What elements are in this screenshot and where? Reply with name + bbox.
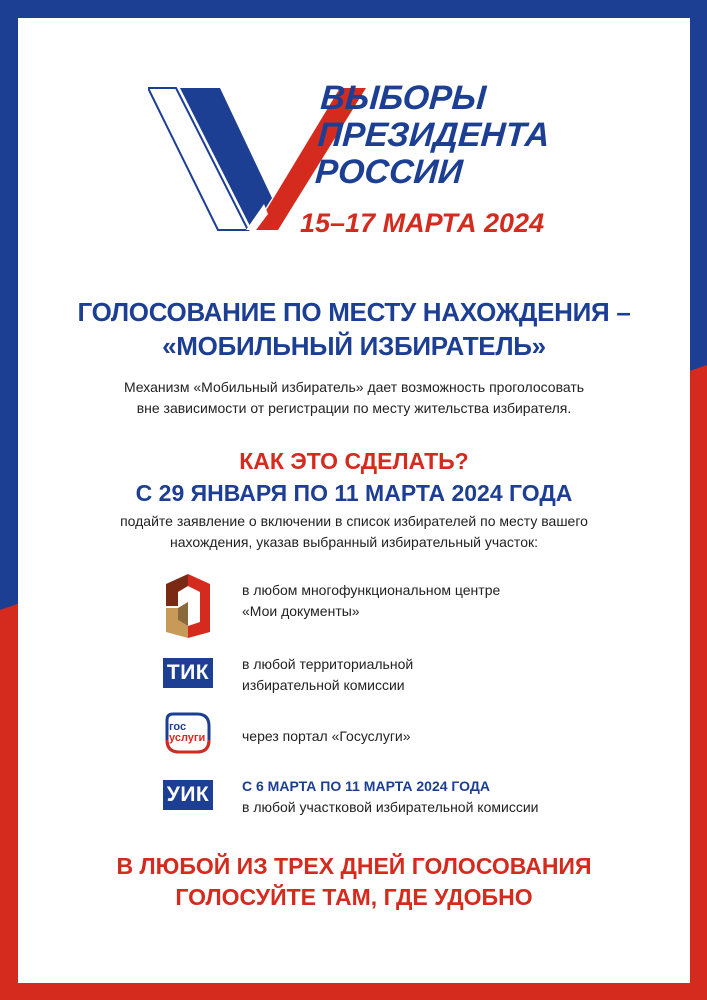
option-line: в любой территориальной (242, 656, 414, 672)
option-line: С 6 МАРТА ПО 11 МАРТА 2024 ГОДА (242, 778, 490, 794)
logo-title-line: ВЫБОРЫ (319, 79, 488, 117)
headline-line: ГОЛОСОВАНИЕ ПО МЕСТУ НАХОЖДЕНИЯ – (77, 297, 631, 327)
uik-badge: УИК (163, 780, 213, 810)
instruction-line: подайте заявление о включении в список избирателей по месту вашего (120, 513, 588, 529)
mfc-logo-icon (164, 574, 212, 638)
option-text (242, 776, 538, 818)
headline (18, 295, 690, 363)
application-period: С 29 ЯНВАРЯ ПО 11 МАРТА 2024 ГОДА (135, 480, 573, 506)
option-line: в любом многофункциональном центре (242, 582, 501, 598)
instruction-text (18, 511, 690, 553)
footer-line: ГОЛОСУЙТЕ ТАМ, ГДЕ УДОБНО (175, 884, 533, 910)
gosuslugi-logo-top: гос (169, 721, 187, 733)
election-dates: 15–17 МАРТА 2024 (300, 208, 545, 238)
option-line: избирательной комиссии (242, 677, 405, 693)
option-text (242, 654, 413, 696)
option-line: «Мои документы» (242, 603, 360, 619)
option-text (242, 580, 500, 622)
footer-slogan (18, 851, 690, 913)
option-line: через портал «Госуслуги» (242, 728, 411, 744)
option-text (242, 726, 411, 747)
logo-title-line: РОССИИ (314, 153, 464, 191)
intro-text (18, 377, 690, 419)
gosuslugi-logo-icon (163, 710, 213, 756)
instruction-line: нахождения, указав выбранный избирательный участок: (169, 534, 538, 550)
how-question: КАК ЭТО СДЕЛАТЬ? (239, 448, 469, 474)
intro-line: Механизм «Мобильный избиратель» дает возможность проголосовать (123, 379, 585, 395)
footer-line: В ЛЮБОЙ ИЗ ТРЕХ ДНЕЙ ГОЛОСОВАНИЯ (116, 853, 592, 879)
headline-line: «МОБИЛЬНЫЙ ИЗБИРАТЕЛЬ» (162, 331, 546, 361)
gosuslugi-logo-bottom: услуги (169, 732, 206, 744)
option-line: в любой участковой избирательной комиссии (242, 799, 539, 815)
tik-badge: ТИК (163, 658, 213, 688)
logo-title (314, 80, 553, 191)
logo-title-line: ПРЕЗИДЕНТА (316, 116, 551, 154)
intro-line: вне зависимости от регистрации по месту жительства избирателя. (136, 400, 572, 416)
